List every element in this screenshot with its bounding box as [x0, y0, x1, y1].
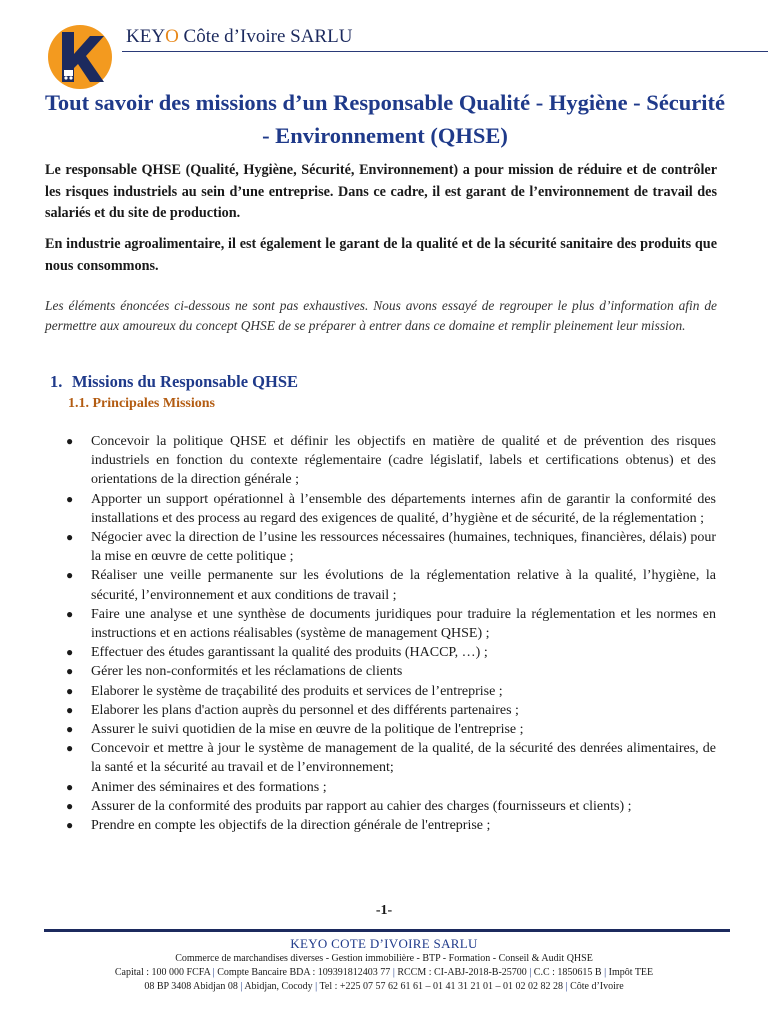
bullet-icon: ● [66, 491, 74, 506]
header [44, 22, 724, 90]
header-divider [122, 51, 768, 52]
section-title: Missions du Responsable QHSE [72, 372, 299, 391]
list-item: ● Concevoir et mettre à jour le système de management de la qualité, de la sécurité des denrées alimentaires, de la santé et la sécurité au travail et de l’environnement; [66, 741, 716, 776]
list-item: ● Faire une analyse et une synthèse de documents juridiques pour traduire la réglementation et les normes en instructions et en actions réalisables (système de management QHSE) ; [66, 606, 716, 642]
list-item: ● Négocier avec la direction de l’usine les ressources nécessaires (humaines, techniques, financières, délais) pour la mise en œuvre de cette politique ; [66, 530, 716, 565]
section-number: 1. [50, 372, 63, 391]
list-item: ● Prendre en compte les objectifs de la direction générale de l'entreprise ; [66, 816, 716, 835]
list-item: ● Elaborer le système de traçabilité des produits et services de l’entreprise ; [66, 682, 716, 701]
list-item: ● Concevoir la politique QHSE et définir les objectifs en matière de qualité et de prévention des risques industriels en fonction du contexte réglementaire (cadre législatif, labels et certifications obtenus) et des orientations de la direction générale ; [66, 434, 716, 488]
intro-paragraph: En industrie agroalimentaire, il est également le garant de la qualité et de la sécurité sanitaire des produits que nous consommons. [45, 236, 717, 274]
list-item: ● Apporter un support opérationnel à l’ensemble des départements internes afin de garantir la conformité des installations et des process au regard des exigences de qualité, d’hygiène et de sécurité, de la réglementation ; [66, 491, 716, 526]
footer-activities: Commerce de marchandises diverses - Gestion immobilière - BTP - Formation - Conseil & Audit QHSE [175, 953, 593, 964]
bullet-icon: ● [66, 798, 74, 813]
list-item: ● Gérer les non-conformités et les réclamations de clients [66, 662, 716, 681]
keyo-logo [44, 24, 116, 90]
section-heading [50, 372, 298, 392]
footer-company: KEYO COTE D’IVOIRE SARLU [290, 936, 478, 951]
bullet-icon: ● [66, 664, 74, 679]
intro-paragraph: Le responsable QHSE (Qualité, Hygiène, Sécurité, Environnement) a pour mission de réduire et de contrôler les risques industriels au sein d’une entreprise. Dans ce cadre, il est garant de l’environnement de travail des salariés et du site de production. [45, 162, 717, 221]
bullet-icon: ● [66, 645, 74, 660]
missions-list [66, 432, 716, 835]
company-name-header: KEYO Côte d’Ivoire SARLU [126, 26, 353, 47]
bullet-icon: ● [66, 741, 74, 756]
bullet-icon: ● [66, 530, 74, 545]
document-title: Tout savoir des missions d’un Responsable Qualité - Hygiène - Sécurité - Environnement (QHSE) [44, 90, 726, 148]
list-item: ● Effectuer des études garantissant la qualité des produits (HACCP, …) ; [66, 643, 716, 662]
list-item: ● Assurer de la conformité des produits par rapport au cahier des charges (fournisseurs et clients) ; [66, 797, 716, 816]
list-item: ● Assurer le suivi quotidien de la mise en œuvre de la politique de l'entreprise ; [66, 720, 716, 739]
bullet-icon: ● [66, 568, 74, 583]
bullet-icon: ● [66, 606, 74, 621]
list-item: ● Animer des séminaires et des formations ; [66, 778, 716, 797]
subsection-heading: 1.1. Principales Missions [68, 396, 216, 411]
footer-address-line: 08 BP 3408 Abidjan 08 | Abidjan, Cocody | Tel : +225 07 57 62 61 61 – 01 41 31 21 01 – 01 02 02 82 28 | Côte d’Ivoire [144, 981, 624, 992]
bullet-icon: ● [66, 779, 74, 794]
page-number: -1- [375, 903, 393, 918]
bullet-icon: ● [66, 702, 74, 717]
footer-divider [44, 929, 730, 932]
bullet-icon: ● [66, 683, 74, 698]
bullet-icon: ● [66, 818, 74, 833]
footer-legal-line: Capital : 100 000 FCFA | Compte Bancaire BDA : 109391812403 77 | RCCM : CI-ABJ-2018-B-25700 | C.C : 1850615 B | Impôt TEE [114, 967, 654, 978]
list-item: ● Réaliser une veille permanente sur les évolutions de la réglementation relative à la qualité, l’hygiène, la sécurité, l’environnement et aux conditions de travail ; [66, 568, 716, 603]
list-item: ● Elaborer les plans d'action auprès du personnel et des différents partenaires ; [66, 701, 716, 720]
footer [30, 935, 738, 994]
disclaimer-note: Les éléments énoncées ci-dessous ne sont pas exhaustives. Nous avons essayé de regrouper le plus d’information afin de permettre aux amoureux du concept QHSE de se préparer à entrer dans ce domaine et remplir pleinement leur mission. [45, 298, 717, 333]
bullet-icon: ● [66, 434, 74, 448]
bullet-icon: ● [66, 722, 74, 737]
